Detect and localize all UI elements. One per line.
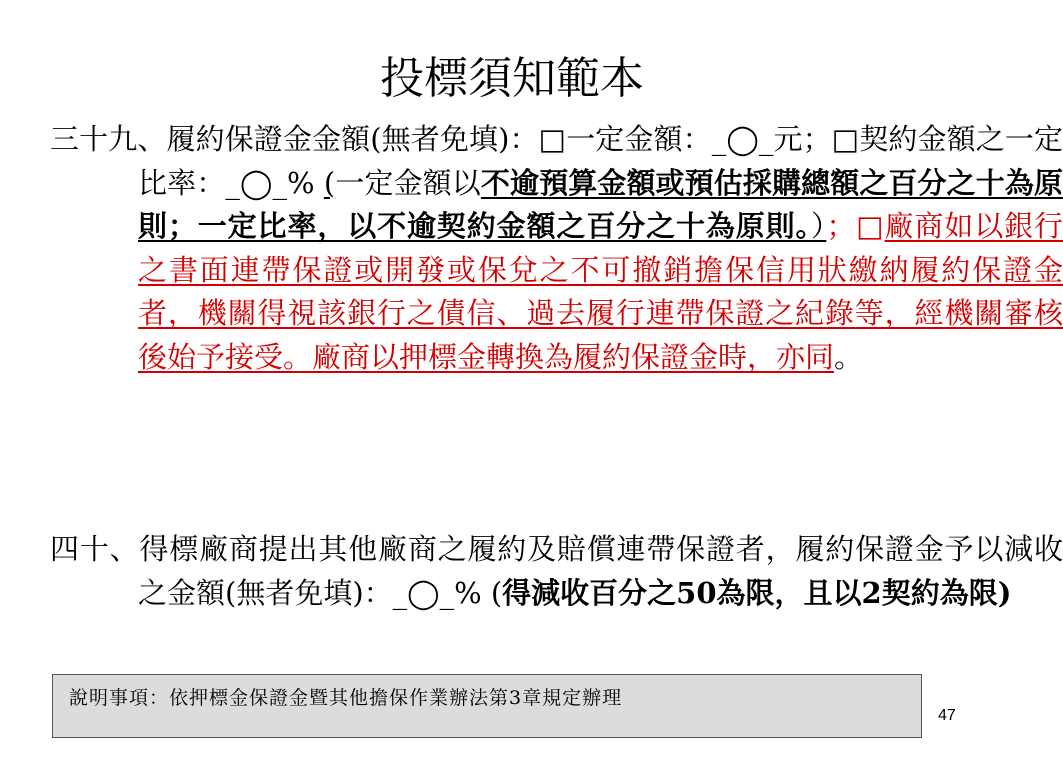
clause-39-bold-rule: 不逾預算金額或預估採購總額之百分之十為原則；一定比率，以不逾契約金額之百分之十為原則。 [138, 165, 1063, 243]
red-semicolon: ； [826, 209, 856, 243]
clause-40-bold-limit: 得減收百分之50為限，且以2契約為限 [502, 575, 998, 610]
slide-title: 投標須知範本 [380, 53, 644, 104]
clause-40 [50, 528, 1063, 615]
checkbox-bank-guarantee[interactable]: □ [855, 209, 885, 243]
clause-39-amount-prefix: 一定金額以 [335, 165, 481, 200]
clause-39-ratio-text: 契約金額之一定比率：_◯_% [138, 122, 1063, 200]
clause-39-red-text: 廠商如以銀行之書面連帶保證或開發或保兌之不可撤銷擔保信用狀繳納履約保證金者，機關得視該銀行之債信、過去履行連帶保證之紀錄等，經機關審核後始予接受。廠商以押標金轉換為履約保證金時，亦同 [138, 209, 1063, 374]
clause-39-end: 。 [834, 339, 864, 374]
paren-close: ） [810, 209, 827, 243]
explanation-note: 說明事項：依押標金保證金暨其他擔保作業辦法第3章規定辦理 [52, 674, 922, 738]
checkbox-fixed-amount[interactable]: □ [538, 122, 567, 156]
clause-40-paren-close: ) [997, 575, 1012, 610]
clause-39-fixed-amount-text: 一定金額：_◯_元； [566, 122, 832, 156]
paren-open: ( [323, 165, 336, 200]
clause-39 [50, 118, 1063, 379]
clause-39-text: 三十九、履約保證金金額(無者免填)： [50, 122, 539, 156]
clause-40-text: 四十、得標廠商提出其他廠商之履約及賠償連帶保證者，履約保證金予以減收之金額(無者免填)：_◯_% ( [50, 532, 1063, 610]
checkbox-contract-ratio[interactable]: □ [831, 122, 860, 156]
page-number: 47 [938, 707, 956, 724]
